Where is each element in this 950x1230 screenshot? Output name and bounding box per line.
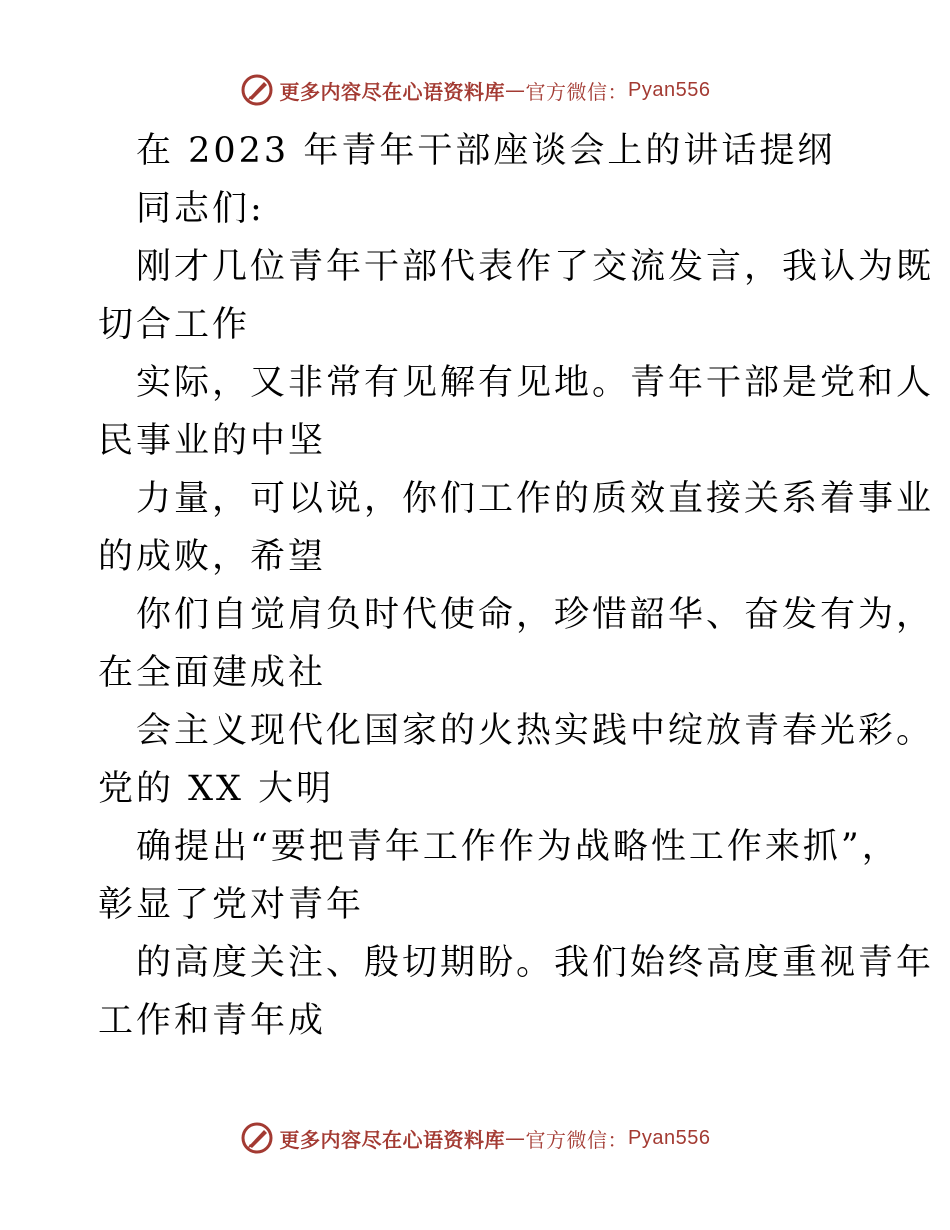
- paragraph-line: 确提出“要把青年工作作为战略性工作来抓”，: [136, 827, 900, 867]
- document-title: 在 2023 年青年干部座谈会上的讲话提纲: [136, 131, 836, 171]
- banner-wechat-label: 官方微信：: [525, 81, 629, 104]
- paragraph-line-wrap: 的成败，希望: [98, 537, 327, 577]
- document-body: [98, 122, 935, 1050]
- banner-separator: —: [505, 78, 526, 102]
- paragraph-line: 实际，又非常有见解有见地。青年干部是党和人: [136, 363, 935, 403]
- paragraph-line: 力量，可以说，你们工作的质效直接关系着事业: [136, 479, 935, 519]
- banner-brand-text: 更多内容尽在心语资料库: [279, 79, 506, 104]
- paragraph-line-wrap: 民事业的中坚: [98, 421, 327, 461]
- banner-brand-text: 更多内容尽在心语资料库: [279, 1127, 506, 1152]
- quill-pen-logo-icon: [240, 1121, 274, 1155]
- paragraph-line: 你们自觉肩负时代使命，珍惜韶华、奋发有为，: [136, 595, 935, 635]
- paragraph-line: 会主义现代化国家的火热实践中绽放青春光彩。: [136, 711, 935, 751]
- banner-separator: —: [505, 1126, 526, 1150]
- paragraph-line: 刚才几位青年干部代表作了交流发言，我认为既: [136, 247, 935, 287]
- paragraph-line-wrap: 工作和青年成: [98, 1001, 327, 1041]
- banner-wechat-id: Pyan556: [628, 1126, 711, 1149]
- paragraph-line-wrap: 在全面建成社: [98, 653, 327, 693]
- paragraph-line-wrap: 切合工作: [98, 305, 251, 345]
- header-watermark-banner: [0, 70, 950, 110]
- banner-wechat-label: 官方微信：: [525, 1129, 629, 1152]
- paragraph-line: 的高度关注、殷切期盼。我们始终高度重视青年: [136, 943, 935, 983]
- banner-wechat-id: Pyan556: [628, 78, 711, 101]
- paragraph-line-wrap: 彰显了党对青年: [98, 885, 365, 925]
- paragraph-line-wrap: 党的 XX 大明: [98, 769, 335, 809]
- footer-watermark-banner: [0, 1118, 950, 1158]
- salutation: 同志们:: [136, 189, 265, 229]
- quill-pen-logo-icon: [240, 73, 274, 107]
